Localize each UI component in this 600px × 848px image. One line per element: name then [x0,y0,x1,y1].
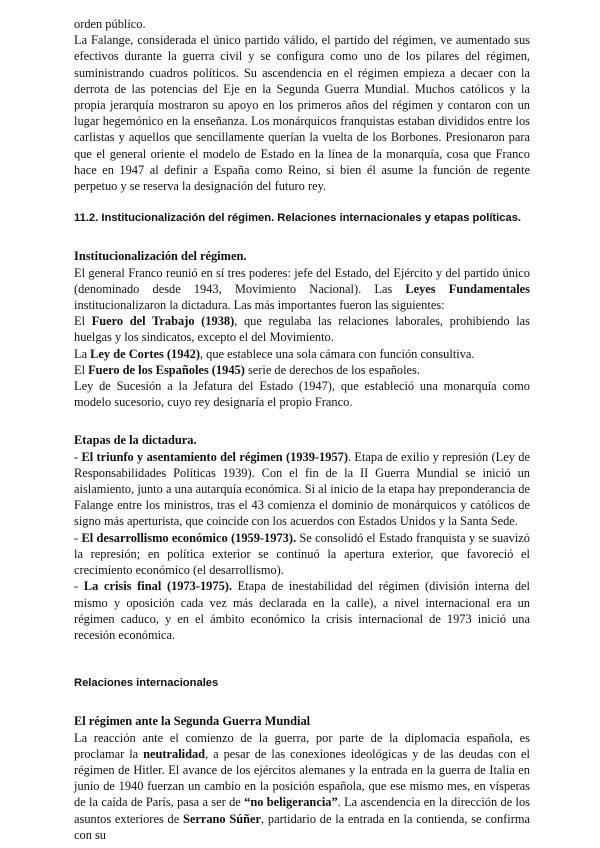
institucionalizacion-heading: Institucionalización del régimen. [74,249,247,264]
segunda-guerra-heading: El régimen ante la Segunda Guerra Mundial [74,714,311,729]
law-fuero-espanoles: El Fuero de los Españoles (1945) serie de derechos de los españoles. [74,362,420,377]
relaciones-heading: Relaciones internacionales [74,677,219,690]
law-ley-sucesion: Ley de Sucesión a la Jefatura del Estado (1947), que estableció una monarquía como modelo sucesorio, cuyo rey designaría el propio Franco. [74,379,530,410]
segunda-guerra-paragraph: La reacción ante el comienzo de la guerra, por parte de la diplomacia española, es proclamar la neutralidad, a pesar de las conexiones ideológicas y de las deudas con el régimen de Hitler. El avance de los ejércitos alemanes y la entrada en la guerra de Italia en junio de 1940 fuerzan un cambio en la posición española, que ese mismo mes, en vísperas de la caída de París, pasa a ser de “no beligerancia”. La ascendencia en la dirección de los asuntos exteriores de Serrano Súñer, partidario de la entrada en la contienda, se confirma con su [74,730,531,842]
etapas-heading: Etapas de la dictadura. [74,433,197,448]
etapa-desarrollismo: - El desarrollismo económico (1959-1973). Se consolidó el Estado franquista y se suavizó la represión; en política exterior se continuó la apertura exterior, que favoreció el crecimiento económico (el desarrollismo). [74,530,530,578]
intro-line: orden público. [74,17,146,31]
law-fuero-trabajo: El Fuero del Trabajo (1938), que regulaba las relaciones laborales, prohibiendo las huelgas y los sindicatos, excepto el del Movimiento. [74,314,530,345]
law-ley-cortes: La Ley de Cortes (1942), que establece una sola cámara con función consultiva. [74,346,475,361]
etapa-triunfo: - El triunfo y asentamiento del régimen (1939-1957). Etapa de exilio y represión (Ley de Responsabilidades Políticas 1939). Con el fin de la II Guerra Mundial se inició un aislamiento, junto a una autarquía económica. Si al inicio de la etapa hay preponderancia de Falange entre los ministros, tras el 43 comienza el dominio de monárquicos y católicos de signo más aperturista, que coincide con los acuerdos con Estados Unidos y la Santa Sede. [74,449,530,529]
etapa-crisis-final: - La crisis final (1973-1975). Etapa de inestabilidad del régimen (división interna del mismo y oposición cada vez más declarada en la calle), a nivel internacional era un régimen caduco, y en el ámbito económico la crisis internacional de 1973 inició una recesión económica. [74,579,530,642]
document-body [74,16,530,843]
falange-paragraph: La Falange, considerada el único partido válido, el partido del régimen, ve aumentado sus efectivos durante la guerra civil y se configura como uno de los pilares del régimen, suministrando cuadros políticos. Su ascendencia en el régimen empieza a decaer con la derrota de las potencias del Eje en la Segunda Guerra Mundial. Muchos católicos y la propia jerarquía mostraron su apoyo en los primeros años del régimen y contaron con un lugar hegemónico en la enseñanza. Los monárquicos franquistas estaban divididos entre los carlistas y aquellos que sencillamente querían la vuelta de los Borbones. Presionaron para que el general oriente el modelo de Estado en la línea de la monarquía, cosa que Franco hace en 1947 al definir a España como Reino, si bien él asume la función de regente perpetuo y se reserva la designación del futuro rey. [74,33,530,194]
section-heading-11-2: 11.2. Institucionalización del régimen. Relaciones internacionales y etapas políticas. [74,212,522,225]
institucionalizacion-paragraph: El general Franco reunió en sí tres poderes: jefe del Estado, del Ejército y del partido único (denominado desde 1943, Movimiento Nacional). Las Leyes Fundamentales institucionalizaron la dictadura. Las más importantes fueron las siguientes: [74,265,530,313]
